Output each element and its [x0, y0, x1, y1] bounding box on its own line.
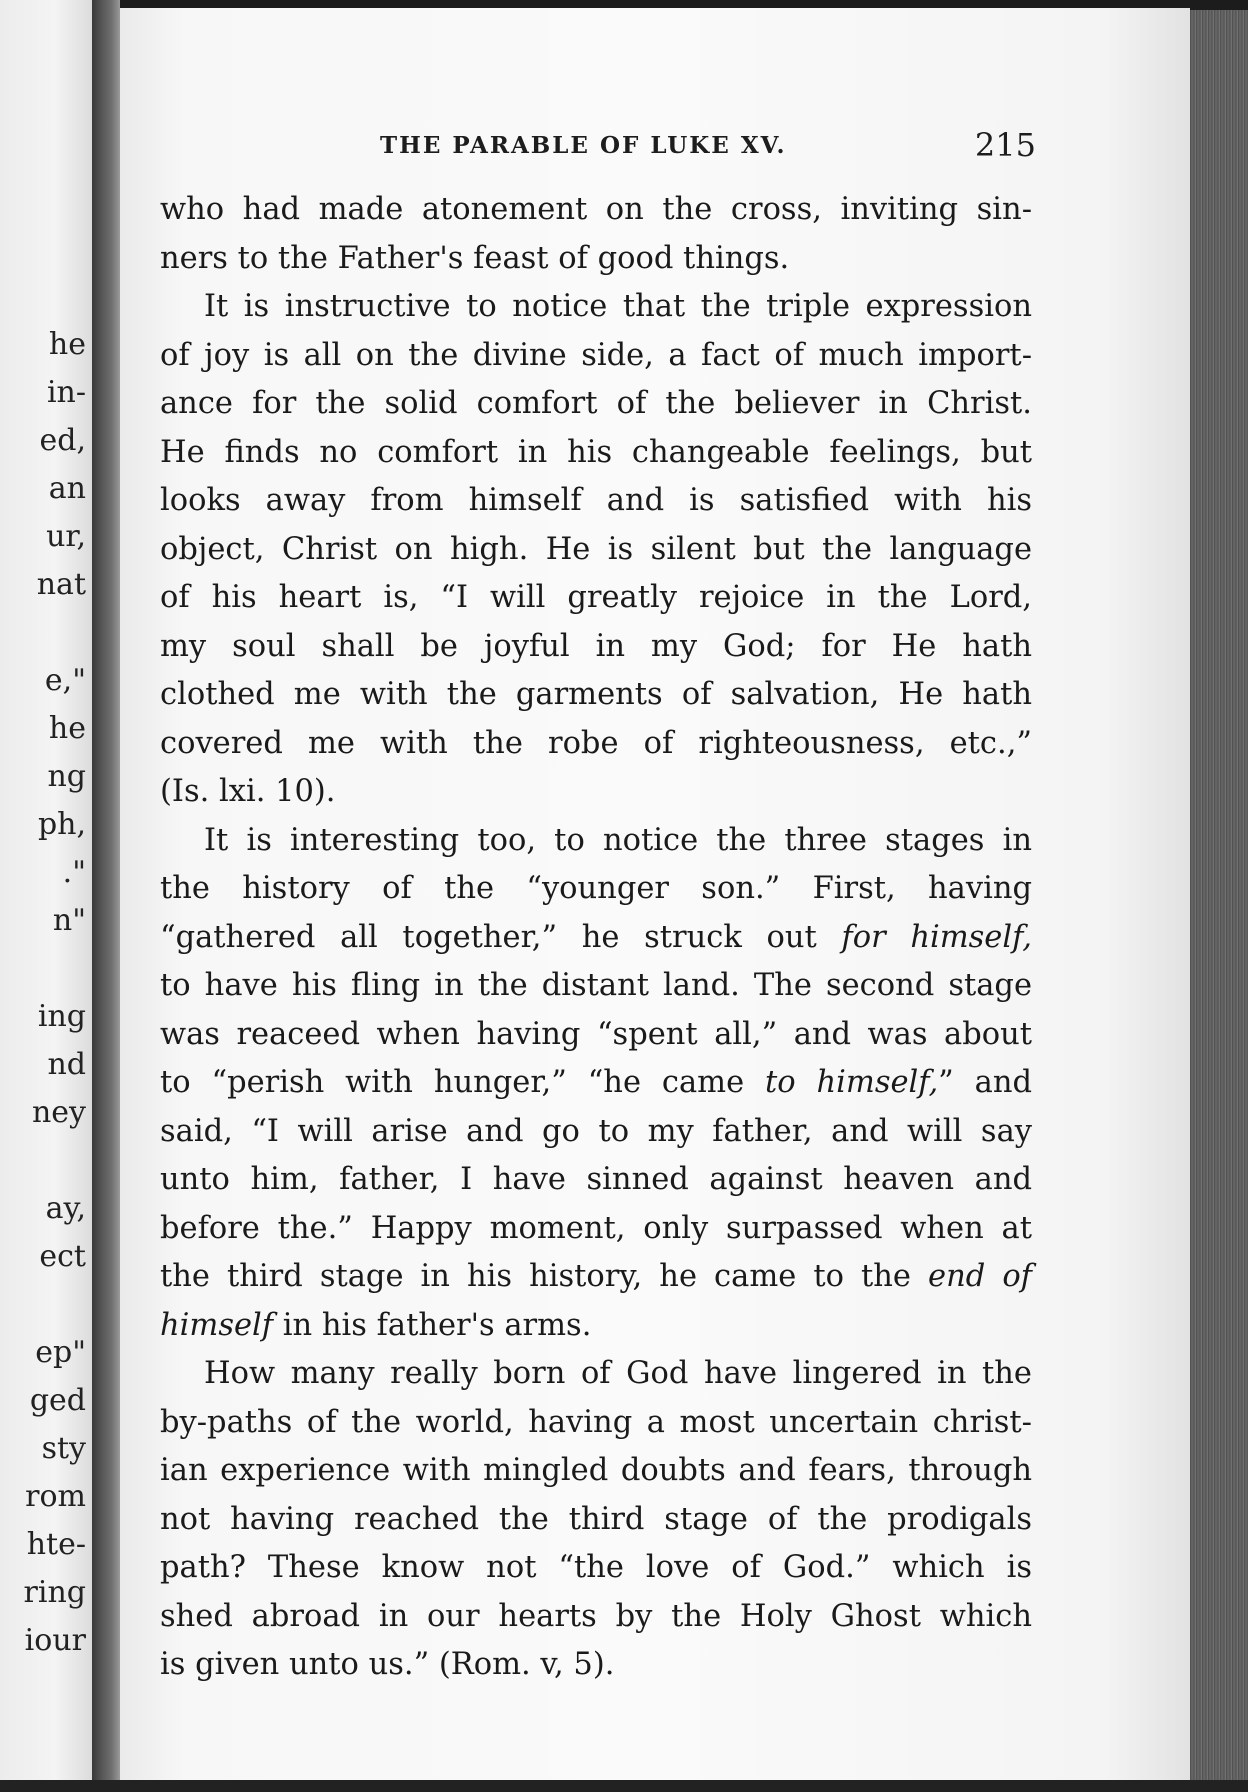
text-line: object, Christ on high. He is silent but the language	[160, 531, 1032, 567]
text-line: ners to the Father's feast of good things.	[160, 240, 790, 276]
text-line: my soul shall be joyful in my God; for He hath	[160, 628, 1032, 664]
text-line	[160, 1302, 1032, 1351]
text-segment: to “perish with hunger,” “he came	[160, 1065, 765, 1100]
text-line: shed abroad in our hearts by the Holy Ghost which	[160, 1598, 1032, 1634]
text-line	[160, 914, 1032, 963]
left-page-fragment: ."	[62, 855, 86, 890]
left-facing-page	[0, 0, 92, 1792]
text-line: not having reached the third stage of the prodigals	[160, 1501, 1032, 1537]
text-line: is given unto us.” (Rom. v, 5).	[160, 1647, 615, 1682]
italic-phrase: end of	[928, 1259, 1032, 1294]
page-header	[260, 128, 1040, 168]
left-page-fragment: he	[48, 711, 86, 746]
text-line: before the.” Happy moment, only surpassed when at	[160, 1210, 1032, 1246]
left-page-fragment: hte-	[26, 1527, 86, 1562]
italic-phrase: to himself,	[765, 1065, 939, 1100]
text-line	[160, 1059, 1032, 1108]
running-head: THE PARABLE OF LUKE XV.	[380, 132, 787, 159]
left-page-fragment: an	[48, 471, 86, 506]
text-segment: “gathered all together,” he struck out	[160, 919, 842, 955]
text-line: who had made atonement on the cross, inviting sin-	[160, 192, 1032, 227]
text-line: of his heart is, “I will greatly rejoice in the Lord,	[160, 580, 1032, 615]
left-page-fragment: ph,	[37, 807, 86, 842]
left-page-fragment: ing	[37, 999, 86, 1034]
paragraph-1	[160, 186, 1032, 283]
text-line: clothed me with the garments of salvation, He hath	[160, 677, 1032, 712]
text-line: It is interesting too, to notice the three stages in	[204, 822, 1032, 858]
text-line: ian experience with mingled doubts and fears, through	[160, 1453, 1032, 1488]
left-page-fragment: ney	[31, 1095, 86, 1130]
text-line: He finds no comfort in his changeable feelings, but	[160, 434, 1032, 470]
left-page-fragment: nd	[47, 1047, 86, 1082]
left-page-fragment: he	[48, 327, 86, 362]
text-line: to have his fling in the distant land. The second stage	[160, 968, 1032, 1003]
left-page-fragment: ect	[39, 1239, 86, 1274]
text-line: (Is. lxi. 10).	[160, 774, 336, 809]
left-page-fragment: ed,	[39, 423, 86, 458]
text-line: looks away from himself and is satisfied with his	[160, 483, 1032, 518]
left-page-fragment: ur,	[46, 519, 86, 554]
left-page-fragment: ep"	[35, 1335, 86, 1370]
text-line: by-paths of the world, having a most uncertain christ-	[160, 1404, 1032, 1440]
text-segment: in his father's arms.	[282, 1307, 592, 1343]
text-line: said, “I will arise and go to my father, and will say	[160, 1113, 1032, 1149]
left-page-fragment: sty	[41, 1431, 86, 1466]
left-page-fragment: ay,	[45, 1191, 86, 1226]
book-gutter	[92, 0, 120, 1792]
text-line: It is instructive to notice that the triple expression	[204, 289, 1032, 324]
text-line: unto him, father, I have sinned against heaven and	[160, 1162, 1032, 1197]
text-segment: ” and	[938, 1065, 1032, 1100]
text-line: covered me with the robe of righteousness, etc.,”	[160, 725, 1032, 761]
left-page-fragment: rom	[25, 1479, 86, 1514]
page-edges	[1190, 10, 1248, 1792]
text-segment: the third stage in his history, he came to the	[160, 1259, 929, 1294]
paragraph-2	[160, 283, 1032, 817]
left-page-fragment: n"	[52, 903, 86, 938]
left-page-fragment: ged	[29, 1383, 86, 1418]
text-line: was reaceed when having “spent all,” and was about	[160, 1016, 1032, 1052]
text-line: of joy is all on the divine side, a fact of much import-	[160, 337, 1032, 373]
text-line: the history of the “younger son.” First, having	[160, 871, 1032, 906]
text-line: path? These know not “the love of God.” which is	[160, 1550, 1032, 1585]
text-line: ance for the solid comfort of the believer in Christ.	[160, 386, 1032, 421]
page-number: 215	[974, 126, 1036, 164]
left-page-fragment: in-	[46, 375, 86, 410]
paragraph-4	[160, 1350, 1032, 1690]
left-page-fragment: e,"	[44, 663, 86, 698]
body-text	[160, 186, 1032, 1690]
italic-phrase: himself	[160, 1307, 274, 1343]
left-page-fragment: ng	[47, 759, 86, 794]
scan-bottom-border	[0, 1780, 1248, 1792]
text-line: How many really born of God have lingered in the	[204, 1356, 1032, 1391]
paragraph-3	[160, 817, 1032, 1351]
left-page-fragment: ring	[23, 1575, 86, 1610]
left-page-fragment: iour	[24, 1623, 86, 1658]
text-line	[160, 1253, 1032, 1302]
italic-phrase: for himself,	[841, 919, 1032, 955]
left-page-fragment: nat	[36, 567, 86, 602]
